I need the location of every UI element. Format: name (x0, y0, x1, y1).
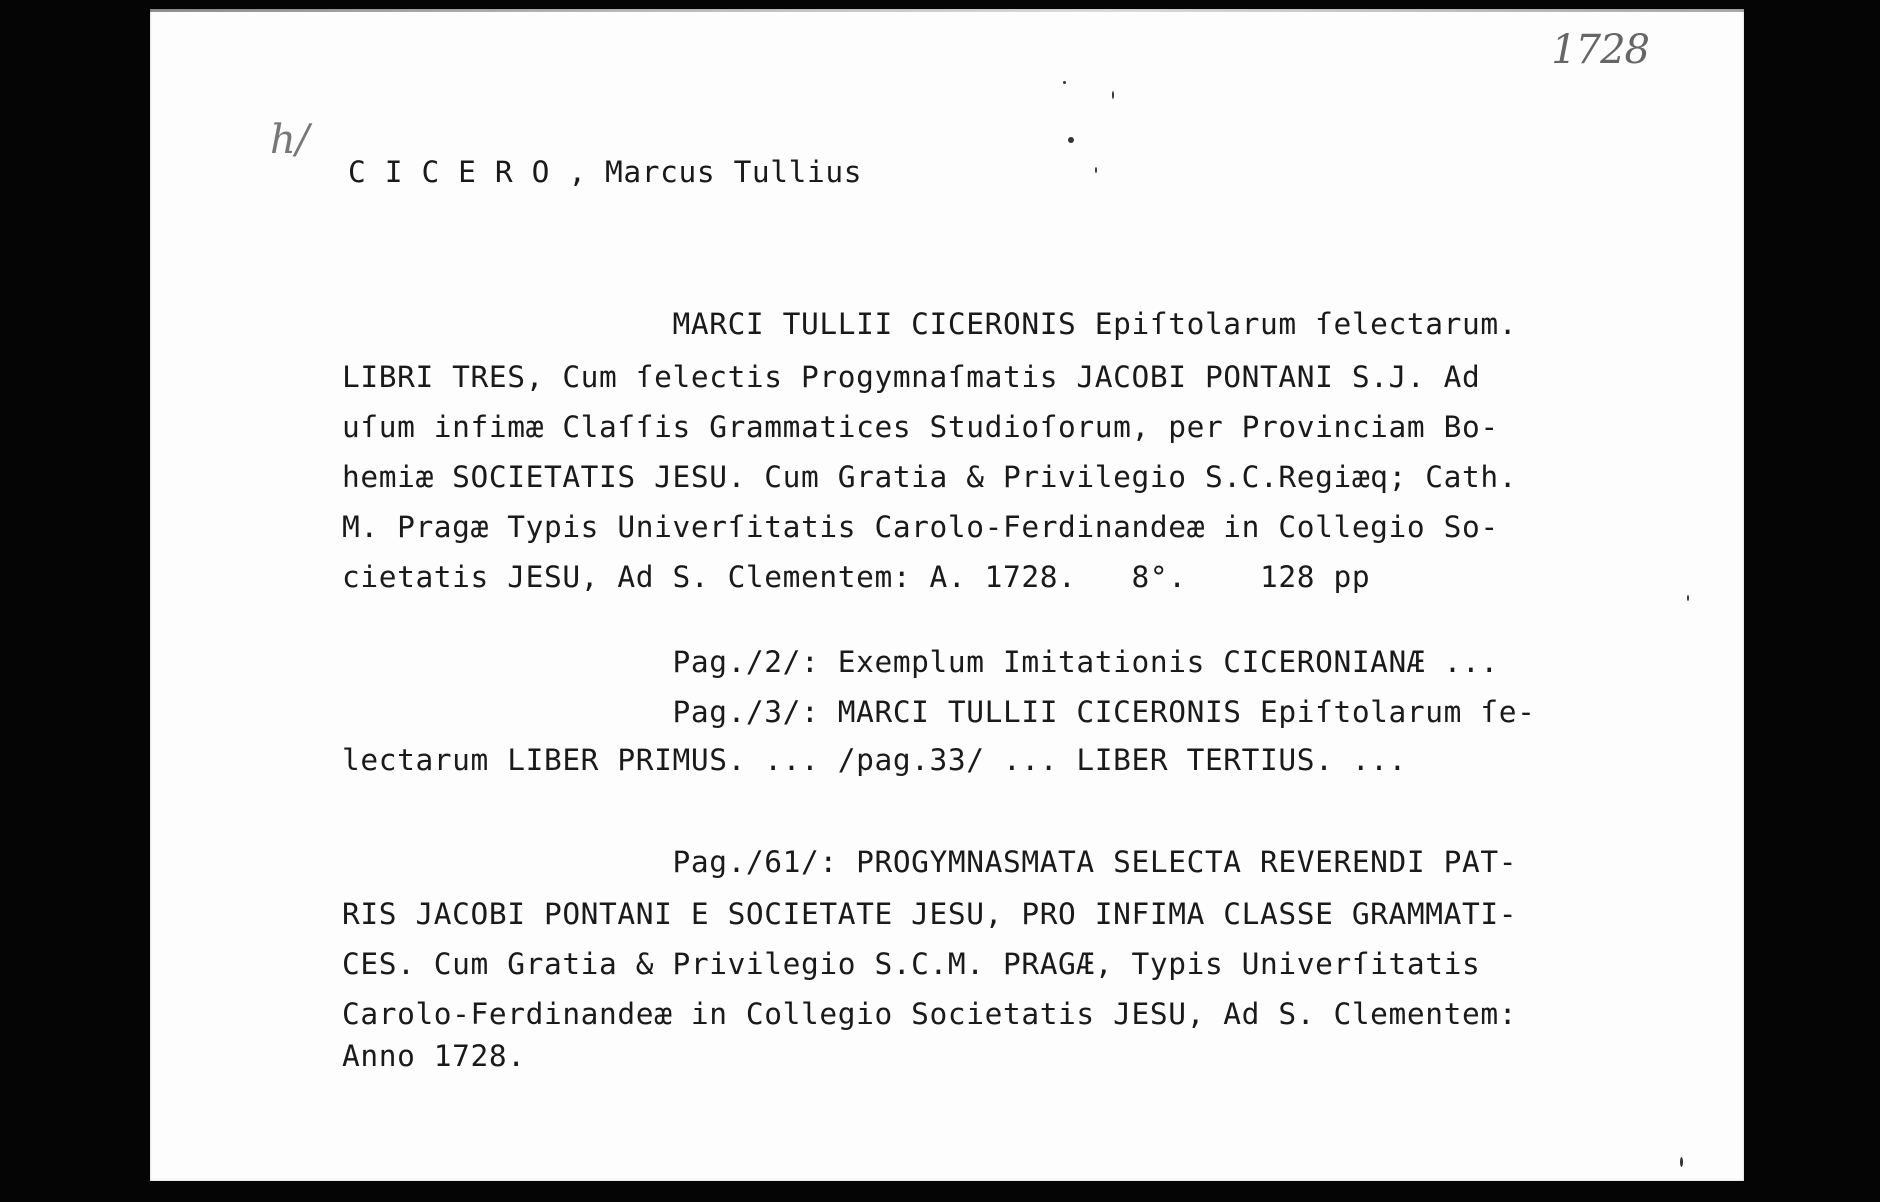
handwritten-catalog-number: 1728 (1551, 27, 1649, 73)
dust-speck (1068, 137, 1074, 143)
title-line: uſum infimæ Claſſis Grammatices Studioſorum, per Provinciam Bo- (342, 410, 1499, 444)
author-heading: C I C E R O , Marcus Tullius (348, 155, 863, 189)
handwritten-shelf-mark: h/ (270, 117, 310, 163)
progymnasmata-line: Anno 1728. (342, 1039, 526, 1073)
progymnasmata-line: Carolo-Ferdinandeæ in Collegio Societatis JESU, Ad S. Clementem: (342, 997, 1518, 1031)
progymnasmata-line: Pag./61/: PROGYMNASMATA SELECTA REVERENDI PAT- (342, 845, 1518, 879)
contents-line: lectarum LIBER PRIMUS. ... /pag.33/ ... LIBER TERTIUS. ... (342, 743, 1407, 777)
dust-speck (1063, 81, 1066, 84)
dust-speck (1095, 167, 1097, 173)
dust-speck (1112, 91, 1114, 99)
title-line: hemiæ SOCIETATIS JESU. Cum Gratia & Privilegio S.C.Regiæq; Cath. (342, 460, 1518, 494)
title-line: cietatis JESU, Ad S. Clementem: A. 1728. 8°. 128 pp (342, 560, 1371, 594)
contents-line: Pag./3/: MARCI TULLII CICERONIS Epiſtolarum ſe- (342, 695, 1536, 729)
dust-speck (1687, 595, 1689, 601)
catalog-card (150, 9, 1744, 1181)
dust-speck (1680, 1157, 1683, 1167)
contents-line: Pag./2/: Exemplum Imitationis CICERONIANÆ ... (342, 645, 1499, 679)
title-line: M. Pragæ Typis Univerſitatis Carolo-Ferdinandeæ in Collegio So- (342, 510, 1499, 544)
title-line: MARCI TULLII CICERONIS Epiſtolarum ſelectarum. (342, 307, 1518, 341)
progymnasmata-line: CES. Cum Gratia & Privilegio S.C.M. PRAGÆ, Typis Univerſitatis (342, 947, 1481, 981)
title-line: LIBRI TRES, Cum ſelectis Progymnaſmatis JACOBI PONTANI S.J. Ad (342, 360, 1481, 394)
progymnasmata-line: RIS JACOBI PONTANI E SOCIETATE JESU, PRO INFIMA CLASSE GRAMMATI- (342, 897, 1518, 931)
